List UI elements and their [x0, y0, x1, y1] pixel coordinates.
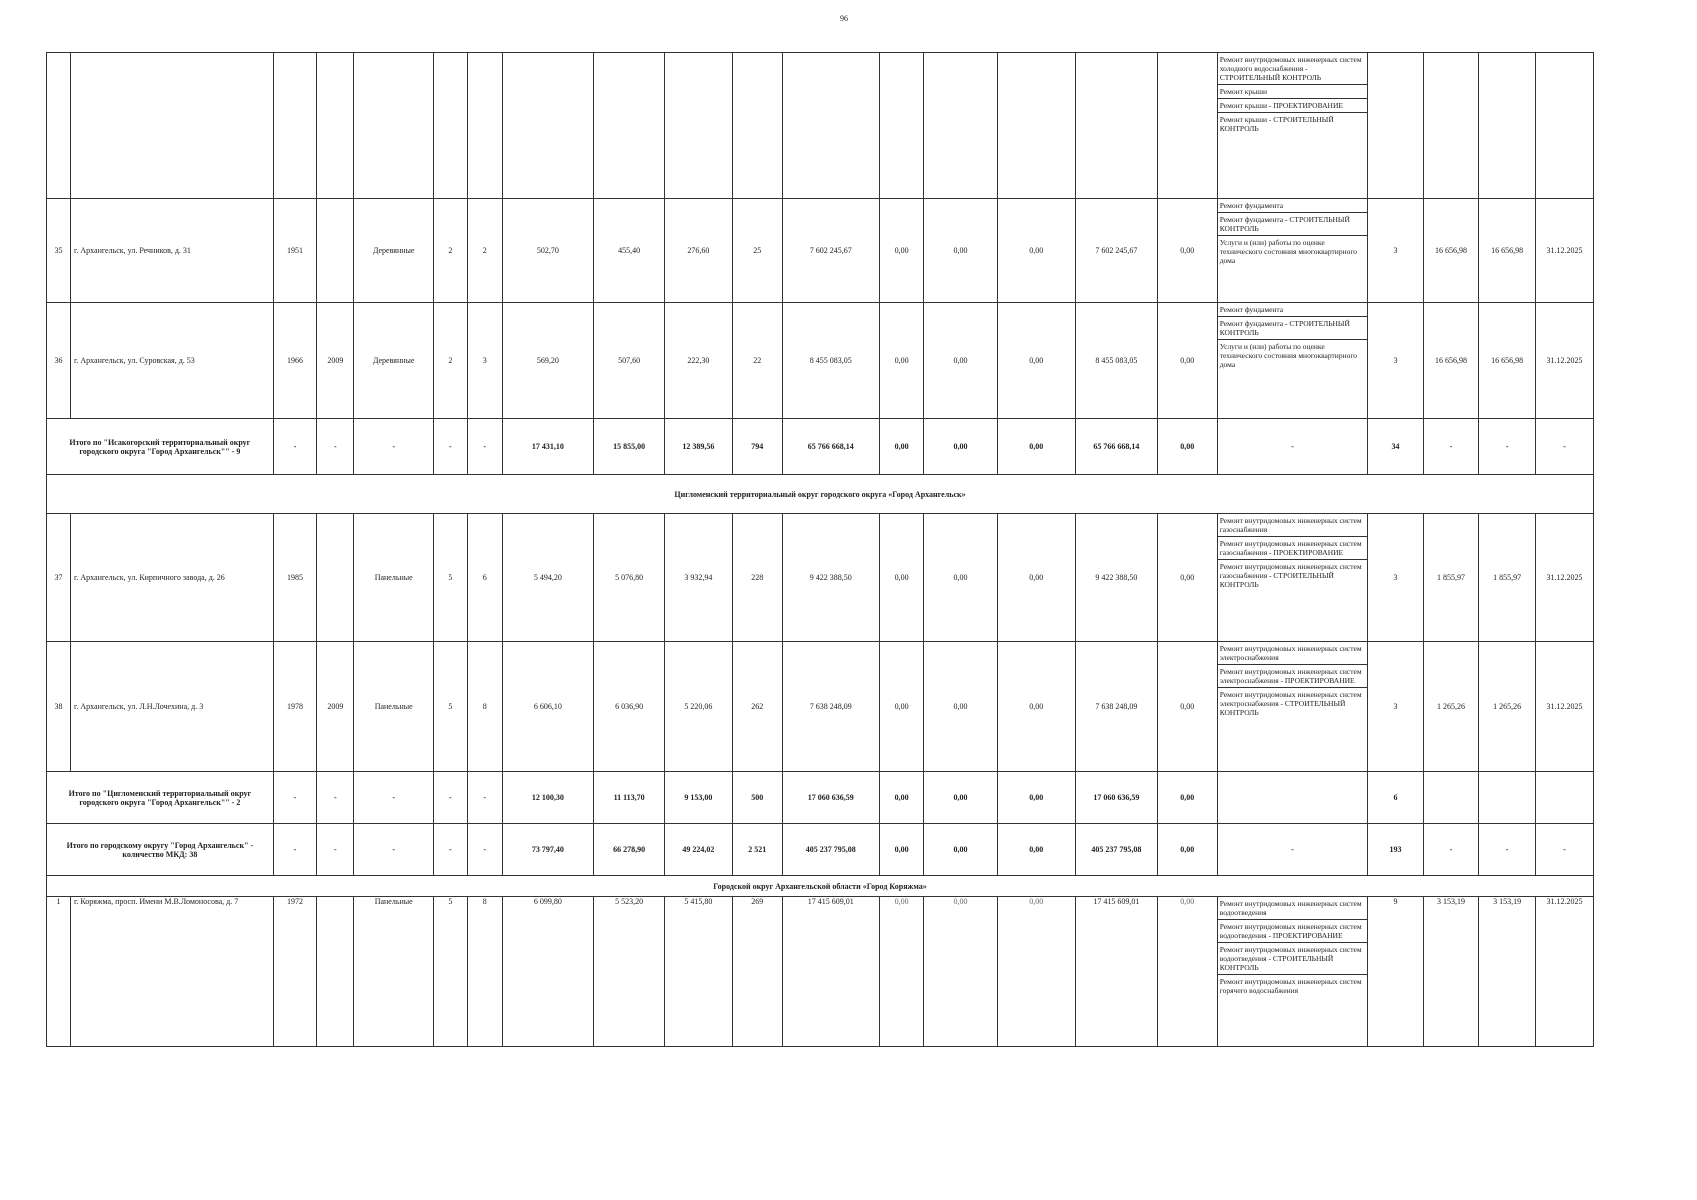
- cost-fund: 0,00: [879, 642, 924, 772]
- works-count: 193: [1368, 824, 1424, 876]
- capital-repair-table: [46, 52, 1594, 1047]
- work-item: Ремонт внутридомовых инженерных систем электроснабжения - ПРОЕКТИРОВАНИЕ: [1218, 665, 1367, 688]
- area-total: 12 100,30: [502, 772, 594, 824]
- works-cell: [1217, 303, 1367, 419]
- dash: -: [433, 419, 467, 475]
- cost-total: 65 766 668,14: [782, 419, 879, 475]
- area-living: 66 278,90: [594, 824, 665, 876]
- row-number: 37: [47, 514, 71, 642]
- cost-fund: 0,00: [879, 897, 924, 1047]
- dash: -: [273, 772, 317, 824]
- cost-fund: 0,00: [879, 199, 924, 303]
- subtotal-label: Итого по "Исакогорский территориальный округ городского округа "Город Архангельск"" - 9: [47, 419, 274, 475]
- max-unit-cost: 16 656,98: [1479, 303, 1536, 419]
- works-count: 34: [1368, 419, 1424, 475]
- subtotal-label: Итого по "Цигломенский территориальный округ городского округа "Город Архангельск"" - 2: [47, 772, 274, 824]
- max-unit-cost: 1 855,97: [1479, 514, 1536, 642]
- cost-budget-region: 0,00: [924, 824, 997, 876]
- cost-fund: 0,00: [879, 514, 924, 642]
- works-count: 3: [1368, 642, 1424, 772]
- entrances: 2: [467, 199, 502, 303]
- dash: -: [433, 772, 467, 824]
- dash: -: [433, 824, 467, 876]
- row-number: 36: [47, 303, 71, 419]
- cost-total: 405 237 795,08: [782, 824, 879, 876]
- cost-owners: 65 766 668,14: [1076, 419, 1158, 475]
- area-residential: 5 220,06: [665, 642, 733, 772]
- dash: -: [317, 419, 354, 475]
- dash: -: [1479, 419, 1536, 475]
- area-residential: 3 932,94: [665, 514, 733, 642]
- table-row: [47, 199, 1594, 303]
- city-total-label: Итого по городскому округу "Город Архангельск" - количество МКД: 38: [47, 824, 274, 876]
- area-total: 6 606,10: [502, 642, 594, 772]
- cost-owners: 405 237 795,08: [1076, 824, 1158, 876]
- dash: -: [273, 824, 317, 876]
- floors: 5: [433, 897, 467, 1047]
- work-item: Ремонт внутридомовых инженерных систем газоснабжения - ПРОЕКТИРОВАНИЕ: [1218, 537, 1367, 560]
- year-built: 1972: [273, 897, 317, 1047]
- work-item: Услуги и (или) работы по оценке технического состояния многоквартирного дома: [1219, 238, 1357, 265]
- area-living: 15 855,00: [594, 419, 665, 475]
- work-item: Ремонт внутридомовых инженерных систем водоотведения - СТРОИТЕЛЬНЫЙ КОНТРОЛЬ: [1218, 943, 1367, 975]
- cost-owners: 7 638 248,09: [1076, 642, 1158, 772]
- cost-fund: 0,00: [879, 303, 924, 419]
- cost-total: 17 415 609,01: [782, 897, 879, 1047]
- area-total: 6 099,80: [502, 897, 594, 1047]
- entrances: 8: [467, 642, 502, 772]
- deadline: 31.12.2025: [1536, 642, 1594, 772]
- section-row: [47, 876, 1594, 897]
- floors: 2: [433, 199, 467, 303]
- work-item: Ремонт внутридомовых инженерных систем газоснабжения: [1218, 514, 1367, 537]
- work-item: Ремонт крыши - ПРОЕКТИРОВАНИЕ: [1218, 99, 1367, 113]
- deadline: 31.12.2025: [1536, 303, 1594, 419]
- deadline: 31.12.2025: [1536, 199, 1594, 303]
- dash: -: [1217, 419, 1367, 475]
- subtotal-row: [47, 419, 1594, 475]
- wall-material: Деревянные: [354, 303, 434, 419]
- row-number: 1: [47, 897, 71, 1047]
- entrances: 6: [467, 514, 502, 642]
- dash: -: [1423, 824, 1479, 876]
- cost-budget-region: 0,00: [924, 897, 997, 1047]
- work-item: Ремонт внутридомовых инженерных систем горячего водоснабжения: [1219, 977, 1362, 995]
- works-count: 3: [1368, 199, 1424, 303]
- unit-cost: 1 265,26: [1423, 642, 1479, 772]
- dash: -: [1536, 824, 1594, 876]
- dash: -: [467, 772, 502, 824]
- unit-cost: 3 153,19: [1423, 897, 1479, 1047]
- cost-owners: 8 455 083,05: [1076, 303, 1158, 419]
- area-total: 73 797,40: [502, 824, 594, 876]
- work-item: Услуги и (или) работы по оценке технического состояния многоквартирного дома: [1219, 342, 1357, 369]
- area-living: 455,40: [594, 199, 665, 303]
- year-repair: [317, 199, 354, 303]
- cost-other: 0,00: [1157, 642, 1217, 772]
- work-item: Ремонт внутридомовых инженерных систем водоотведения - ПРОЕКТИРОВАНИЕ: [1218, 920, 1367, 943]
- residents: 794: [732, 419, 782, 475]
- cost-total: 7 602 245,67: [782, 199, 879, 303]
- unit-cost: 1 855,97: [1423, 514, 1479, 642]
- cost-total: 8 455 083,05: [782, 303, 879, 419]
- unit-cost: 16 656,98: [1423, 199, 1479, 303]
- wall-material: Деревянные: [354, 199, 434, 303]
- subtotal-row: [47, 772, 1594, 824]
- max-unit-cost: 1 265,26: [1479, 642, 1536, 772]
- cost-fund: 0,00: [879, 772, 924, 824]
- area-living: 5 076,80: [594, 514, 665, 642]
- work-item: Ремонт внутридомовых инженерных систем электроснабжения - СТРОИТЕЛЬНЫЙ КОНТРОЛЬ: [1219, 690, 1362, 717]
- area-total: 569,20: [502, 303, 594, 419]
- table-row: [47, 642, 1594, 772]
- dash: -: [354, 824, 434, 876]
- deadline: 31.12.2025: [1536, 514, 1594, 642]
- residents: 269: [732, 897, 782, 1047]
- year-built: 1951: [273, 199, 317, 303]
- works-cell: [1217, 53, 1367, 199]
- cost-budget-region: 0,00: [924, 772, 997, 824]
- max-unit-cost: 3 153,19: [1479, 897, 1536, 1047]
- year-repair: 2009: [317, 303, 354, 419]
- cost-budget-local: 0,00: [997, 897, 1075, 1047]
- dash: -: [354, 772, 434, 824]
- entrances: 3: [467, 303, 502, 419]
- cost-owners: 17 415 609,01: [1076, 897, 1158, 1047]
- cost-budget-local: 0,00: [997, 824, 1075, 876]
- works-count: 3: [1368, 514, 1424, 642]
- cost-budget-region: 0,00: [924, 642, 997, 772]
- cost-total: 17 060 636,59: [782, 772, 879, 824]
- area-total: 17 431,10: [502, 419, 594, 475]
- cost-budget-local: 0,00: [997, 419, 1075, 475]
- cost-total: 7 638 248,09: [782, 642, 879, 772]
- work-item: Ремонт фундамента: [1218, 199, 1367, 213]
- residents: 228: [732, 514, 782, 642]
- cost-fund: 0,00: [879, 419, 924, 475]
- cost-budget-region: 0,00: [924, 303, 997, 419]
- cost-other: 0,00: [1157, 897, 1217, 1047]
- address: г. Архангельск, ул. Суровская, д. 53: [70, 303, 273, 419]
- cost-total: 9 422 388,50: [782, 514, 879, 642]
- work-item: Ремонт фундамента - СТРОИТЕЛЬНЫЙ КОНТРОЛЬ: [1218, 317, 1367, 340]
- entrances: 8: [467, 897, 502, 1047]
- table-row: [47, 897, 1594, 1047]
- area-residential: 276,60: [665, 199, 733, 303]
- dash: -: [1536, 419, 1594, 475]
- city-total-row: [47, 824, 1594, 876]
- area-living: 6 036,90: [594, 642, 665, 772]
- address: г. Архангельск, ул. Речников, д. 31: [70, 199, 273, 303]
- dash: -: [317, 772, 354, 824]
- area-residential: 222,30: [665, 303, 733, 419]
- work-item: Ремонт крыши: [1218, 85, 1367, 99]
- area-residential: 5 415,80: [665, 897, 733, 1047]
- dash: -: [1479, 824, 1536, 876]
- cost-budget-local: 0,00: [997, 514, 1075, 642]
- year-built: 1966: [273, 303, 317, 419]
- max-unit-cost: 16 656,98: [1479, 199, 1536, 303]
- cost-budget-region: 0,00: [924, 514, 997, 642]
- area-living: 5 523,20: [594, 897, 665, 1047]
- works-cell: [1217, 897, 1367, 1047]
- wall-material: Панельные: [354, 897, 434, 1047]
- unit-cost: 16 656,98: [1423, 303, 1479, 419]
- dash: -: [273, 419, 317, 475]
- area-residential: 9 153,00: [665, 772, 733, 824]
- work-item: Ремонт внутридомовых инженерных систем газоснабжения - СТРОИТЕЛЬНЫЙ КОНТРОЛЬ: [1219, 562, 1362, 589]
- row-number: 35: [47, 199, 71, 303]
- cost-other: 0,00: [1157, 514, 1217, 642]
- dash: -: [1217, 824, 1367, 876]
- cost-budget-local: 0,00: [997, 642, 1075, 772]
- wall-material: Панельные: [354, 514, 434, 642]
- cost-other: 0,00: [1157, 199, 1217, 303]
- cost-budget-region: 0,00: [924, 419, 997, 475]
- floors: 5: [433, 514, 467, 642]
- cost-owners: 7 602 245,67: [1076, 199, 1158, 303]
- section-row: [47, 475, 1594, 514]
- section-title: Городской округ Архангельской области «Город Коряжма»: [47, 876, 1594, 897]
- cost-owners: 9 422 388,50: [1076, 514, 1158, 642]
- residents: 2 521: [732, 824, 782, 876]
- area-residential: 49 224,02: [665, 824, 733, 876]
- table-row: [47, 303, 1594, 419]
- works-count: 3: [1368, 303, 1424, 419]
- cost-budget-local: 0,00: [997, 199, 1075, 303]
- residents: 500: [732, 772, 782, 824]
- section-title: Цигломенский территориальный округ городского округа «Город Архангельск»: [47, 475, 1594, 514]
- year-repair: [317, 514, 354, 642]
- year-repair: 2009: [317, 642, 354, 772]
- works-cell: [1217, 199, 1367, 303]
- continuation-row: [47, 53, 1594, 199]
- cost-budget-local: 0,00: [997, 772, 1075, 824]
- dash: -: [354, 419, 434, 475]
- area-total: 502,70: [502, 199, 594, 303]
- address: г. Коряжма, просп. Имени М.В.Ломоносова, д. 7: [70, 897, 273, 1047]
- residents: 262: [732, 642, 782, 772]
- address: г. Архангельск, ул. Кирпичного завода, д. 26: [70, 514, 273, 642]
- deadline: 31.12.2025: [1536, 897, 1594, 1047]
- work-item: Ремонт фундамента: [1218, 303, 1367, 317]
- year-repair: [317, 897, 354, 1047]
- dash: -: [467, 824, 502, 876]
- works-cell: [1217, 642, 1367, 772]
- floors: 5: [433, 642, 467, 772]
- dash: -: [1423, 419, 1479, 475]
- table-row: [47, 514, 1594, 642]
- cost-other: 0,00: [1157, 772, 1217, 824]
- works-count: 9: [1368, 897, 1424, 1047]
- cost-budget-region: 0,00: [924, 199, 997, 303]
- work-item: Ремонт внутридомовых инженерных систем водоотведения: [1218, 897, 1367, 920]
- year-built: 1978: [273, 642, 317, 772]
- dash: -: [467, 419, 502, 475]
- area-total: 5 494,20: [502, 514, 594, 642]
- cost-other: 0,00: [1157, 824, 1217, 876]
- work-item: Ремонт крыши - СТРОИТЕЛЬНЫЙ КОНТРОЛЬ: [1219, 115, 1334, 133]
- cost-other: 0,00: [1157, 303, 1217, 419]
- cost-fund: 0,00: [879, 824, 924, 876]
- address: г. Архангельск, ул. Л.Н.Лочехина, д. 3: [70, 642, 273, 772]
- residents: 22: [732, 303, 782, 419]
- area-residential: 12 389,56: [665, 419, 733, 475]
- floors: 2: [433, 303, 467, 419]
- year-built: 1985: [273, 514, 317, 642]
- area-living: 507,60: [594, 303, 665, 419]
- works-count: 6: [1368, 772, 1424, 824]
- work-item: Ремонт внутридомовых инженерных систем электроснабжения: [1218, 642, 1367, 665]
- area-living: 11 113,70: [594, 772, 665, 824]
- cost-owners: 17 060 636,59: [1076, 772, 1158, 824]
- work-item: Ремонт фундамента - СТРОИТЕЛЬНЫЙ КОНТРОЛЬ: [1218, 213, 1367, 236]
- residents: 25: [732, 199, 782, 303]
- page-number: 96: [840, 14, 848, 23]
- wall-material: Панельные: [354, 642, 434, 772]
- work-item: Ремонт внутридомовых инженерных систем холодного водоснабжения - СТРОИТЕЛЬНЫЙ КОНТРОЛЬ: [1218, 53, 1367, 85]
- cost-budget-local: 0,00: [997, 303, 1075, 419]
- row-number: 38: [47, 642, 71, 772]
- dash: -: [317, 824, 354, 876]
- cost-other: 0,00: [1157, 419, 1217, 475]
- works-cell: [1217, 514, 1367, 642]
